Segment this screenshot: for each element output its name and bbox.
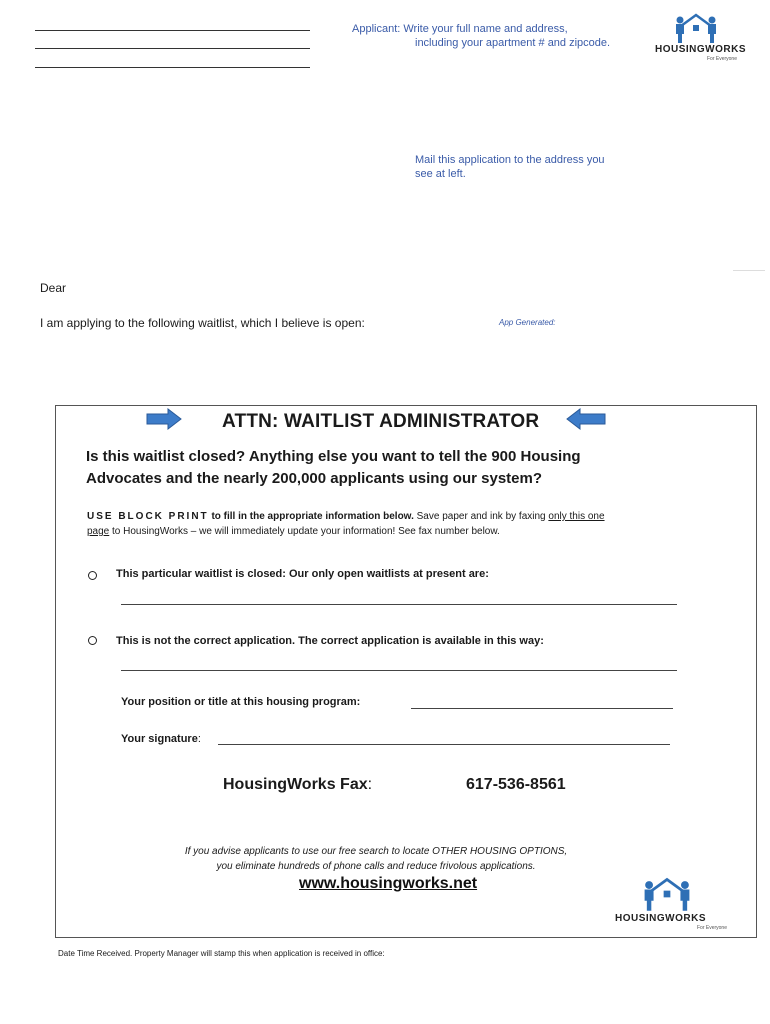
mail-note-line1: Mail this application to the address you	[415, 154, 605, 166]
app-generated-label: App Generated:	[499, 318, 556, 327]
option-incorrect-radio[interactable]	[88, 636, 97, 645]
fax-number: 617-536-8561	[466, 776, 566, 793]
fax-label-group	[223, 776, 372, 794]
waitlist-admin-box	[55, 405, 757, 938]
address-line-3[interactable]	[35, 67, 310, 68]
logo-name: HOUSINGWORKS	[655, 44, 746, 55]
advise-note	[136, 844, 616, 874]
address-line-2[interactable]	[35, 48, 310, 49]
left-arrow-icon	[566, 408, 606, 430]
website-link[interactable]: www.housingworks.net	[299, 875, 478, 892]
applying-text: I am applying to the following waitlist, which I believe is open:	[40, 316, 365, 330]
block-print-instructions	[87, 509, 707, 539]
applicant-note-line1: Applicant: Write your full name and address,	[352, 23, 568, 35]
address-line-1[interactable]	[35, 30, 310, 31]
position-label: Your position or title at this housing program:	[121, 696, 361, 708]
fax-colon: :	[367, 776, 373, 793]
position-line[interactable]	[411, 708, 673, 709]
question-line2: Advocates and the nearly 200,000 applicants using our system?	[86, 470, 542, 487]
right-arrow-icon	[146, 408, 182, 430]
option-closed-line[interactable]	[121, 604, 677, 605]
house-people-icon	[671, 12, 721, 44]
advise-line1: If you advise applicants to use our free search to locate OTHER HOUSING OPTIONS,	[184, 846, 568, 857]
mail-note-line2: see at left.	[415, 168, 466, 180]
waitlist-question	[86, 446, 701, 490]
housingworks-logo-bottom	[611, 876, 731, 932]
date-received-note: Date Time Received. Property Manager will stamp this when application is received in office:	[58, 949, 385, 958]
save-instruction: Save paper and ink by faxing	[413, 511, 549, 522]
house-people-icon	[639, 876, 695, 912]
update-instruction: to HousingWorks – we will immediately update your information! See fax number below.	[109, 526, 500, 537]
option-closed-radio[interactable]	[88, 571, 97, 580]
page-word: page	[87, 526, 110, 537]
housingworks-logo-top	[655, 12, 746, 62]
applicant-note-line2: including your apartment # and zipcode.	[415, 37, 611, 49]
signature-colon: :	[197, 733, 201, 745]
fill-instruction: to fill in the appropriate information below.	[208, 511, 414, 522]
logo-tagline: For Everyone	[696, 925, 727, 931]
block-print-label: USE BLOCK PRINT	[87, 511, 209, 522]
applicant-note	[352, 22, 652, 50]
question-line1: Is this waitlist closed? Anything else you want to tell the 900 Housing	[86, 448, 581, 465]
salutation: Dear	[40, 281, 67, 295]
margin-mark	[733, 270, 765, 271]
fax-label: HousingWorks Fax	[223, 776, 368, 793]
mail-note	[415, 153, 655, 181]
option-incorrect-label: This is not the correct application. The correct application is available in this way:	[116, 635, 544, 647]
only-this-one: only this one	[548, 511, 605, 522]
signature-label-group	[121, 733, 201, 745]
signature-label: Your signature	[121, 733, 198, 745]
option-closed-label: This particular waitlist is closed: Our only open waitlists at present are:	[116, 568, 489, 580]
option-incorrect-line[interactable]	[121, 670, 677, 671]
box-heading: ATTN: WAITLIST ADMINISTRATOR	[222, 411, 540, 432]
logo-name: HOUSINGWORKS	[615, 913, 706, 924]
advise-line2: you eliminate hundreds of phone calls and reduce frivolous applications.	[216, 861, 536, 872]
logo-tagline: For Everyone	[706, 56, 737, 62]
signature-line[interactable]	[218, 744, 670, 745]
